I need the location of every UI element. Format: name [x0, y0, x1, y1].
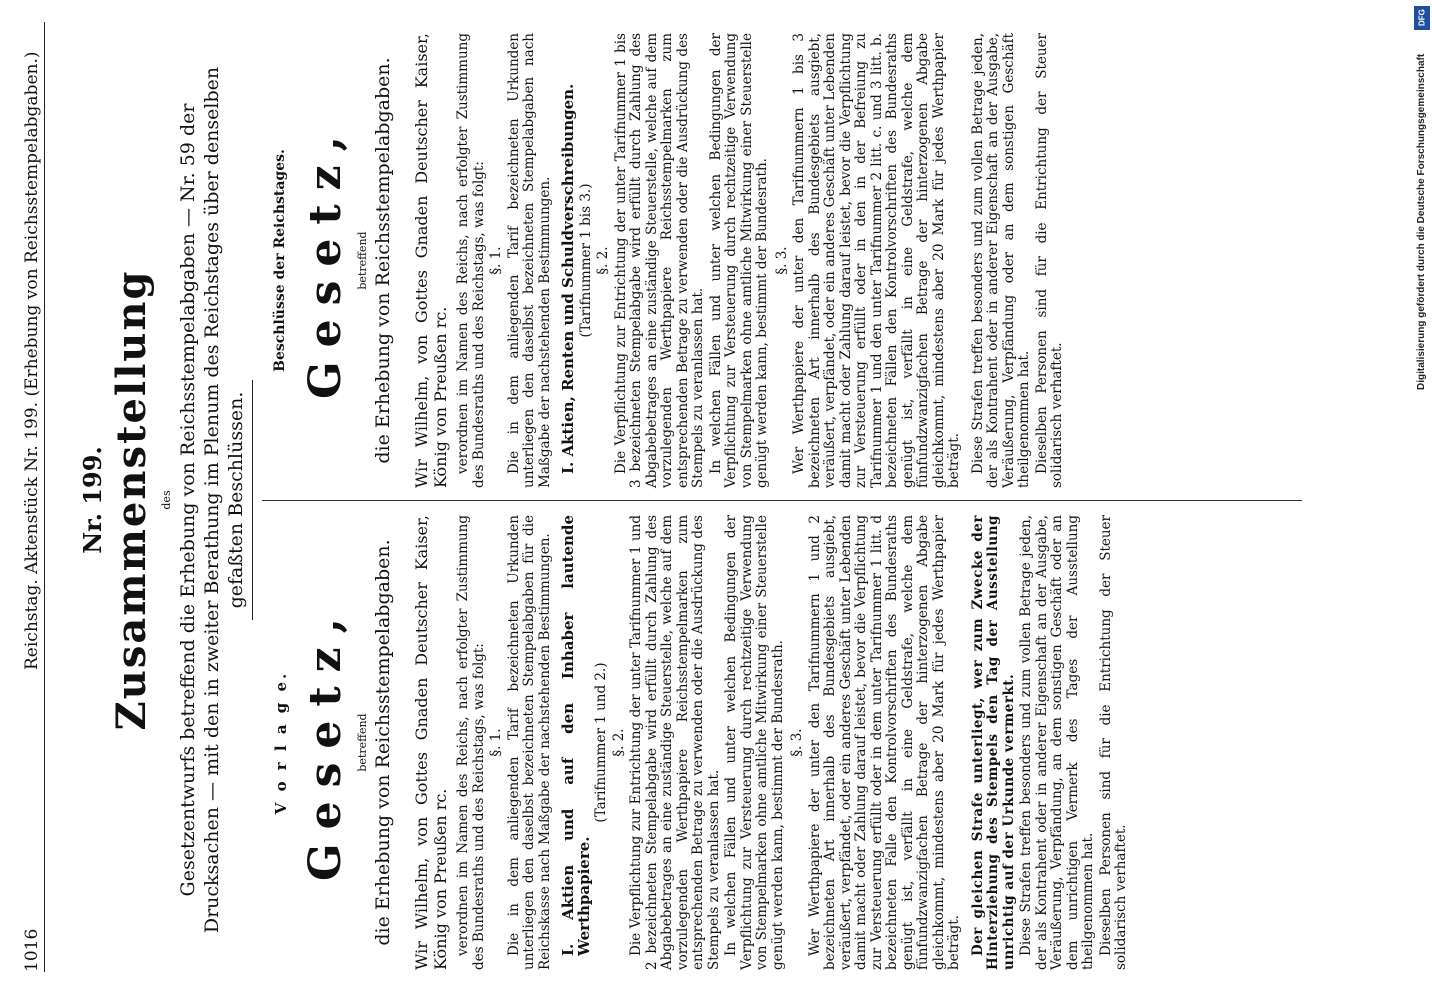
right-preamble-2: verordnen im Namen des Reichs, nach erfolgter Zustimmung des Bundesraths und des Reichstags, was folgt:: [455, 33, 487, 488]
left-tarif-1: (Tarifnummer 1 und 2.): [593, 662, 609, 823]
left-betreffend: betreffend: [356, 713, 369, 772]
digitization-credit: Digitalisierung gefördert durch die Deutsche Forschungsgemeinschaft: [1416, 53, 1427, 390]
left-preamble-2: verordnen im Namen des Reichs, nach erfolgter Zustimmung des Bundesraths und des Reichstags, was folgt:: [455, 515, 487, 970]
right-p3e: Dieselben Personen sind für die Entrichtung der Steuer solidarisch verhaftet.: [1033, 33, 1065, 488]
right-p3-head: §. 3.: [773, 246, 790, 275]
left-p3e: Dieselben Personen sind für die Entrichtung der Steuer solidarisch verhaftet.: [1097, 515, 1129, 970]
right-p2a: Die Verpflichtung zur Entrichtung der unter Tarifnummer 1 bis 3 bezeichneten Stempelabgabe wird erfüllt durch Zahlung des Abgabebetrages an eine zuständige Steuerstelle, welche auf dem vorzulegenden Werthpapiere Reichsstempelmarken zum entsprechenden Betrage zu verwenden oder die Ausdrückung des Stempels zu veranlassen hat.: [612, 33, 706, 488]
title-des: des: [160, 490, 173, 510]
left-p3: Wer Werthpapiere der unter den Tarifnummern 1 und 2 bezeichneten Art innerhalb des Bundesgebiets ausgiebt, veräußert, verpfändet, oder ein anderes Geschäft unter Lebenden damit macht oder Zahlung darauf leistet, bevor die Verpflichtung zur Versteuerung erfüllt oder in dem unter Tarifnummer 1 litt. d bezeichneten Falle den Kontrolvorschriften des Bundesraths genügt ist, verfällt in eine Geldstrafe, welche dem fünfundzwanzigfachen Betrage der hinterzogenen Abgabe gleichkommt, mindestens aber 20 Mark für jedes Werthpapier beträgt.: [806, 515, 962, 970]
left-p1-head: §. 1.: [488, 728, 504, 757]
right-heading: Beschlüsse der Reichstages.: [272, 149, 288, 372]
right-preamble-1: Wir Wilhelm, von Gottes Gnaden Deutscher Kaiser, König von Preußen rc.: [412, 33, 450, 488]
right-p3: Wer Werthpapiere der unter den Tarifnummern 1 bis 3 bezeichneten Art innerhalb des Bundesgebiets ausgiebt, veräußert, verpfändet, oder ein anderes Geschäft unter Lebenden damit macht oder Zahlung darauf leistet, bevor die Verpflichtung zur Versteuerung erfüllt oder in den in der Befreiung zu Tarifnummer 1 und den unter Tarifnummer 2 litt. c. und 3 litt. b. bezeichneten Fällen den Kontrolvorschriften des Bundesraths genügt ist, verfällt in eine Geldstrafe, welche dem fünfundzwanzigfachen Betrage der hinterzogenen Abgabe gleichkommt, mindestens aber 20 Mark für jedes Werthpapier beträgt.: [791, 33, 962, 488]
title-rule: [252, 380, 253, 620]
document-number: Nr. 199.: [78, 446, 107, 554]
right-p1: Die in dem anliegenden Tarif bezeichneten Urkunden unterliegen den daselbst bezeichneten Stempelabgaben nach Maßgabe der nachstehenden Bestimmungen.: [505, 33, 553, 488]
left-p3-head: §. 3.: [789, 728, 805, 757]
right-gesetz: Gesetz,: [300, 122, 351, 399]
right-p3d: Diese Strafen treffen besonders und zum vollen Betrage jeden, der als Kontrahent oder in anderer Eigenschaft an der Ausgabe, Veräußerung, Verpfändung oder an dem sonstigen Geschäft theilgenommen hat.: [969, 33, 1032, 488]
left-heading: V o r l a g e.: [272, 670, 290, 815]
right-law-title: die Erhebung von Reichsstempelabgaben.: [372, 57, 394, 464]
left-p1: Die in dem anliegenden Tarif bezeichneten Urkunden unterliegen den daselbst bezeichneten Stempelabgaben für die Reichskasse nach Maßgabe der nachstehenden Bestimmungen.: [505, 515, 553, 970]
left-preamble-1: Wir Wilhelm, von Gottes Gnaden Deutscher Kaiser, König von Preußen rc.: [412, 515, 450, 970]
right-body: [412, 33, 1068, 488]
header-rule: [44, 22, 45, 972]
dfg-logo: DFG: [1414, 6, 1430, 30]
running-title: Reichstag. Aktenstück Nr. 199. (Erhebung von Reichsstempelabgaben.): [22, 51, 42, 670]
right-tarif-1: (Tarifnummer 1 bis 3.): [577, 183, 594, 338]
left-p2a: Die Verpflichtung zur Entrichtung der unter Tarifnummer 1 und 2 bezeichneten Stempelabgabe wird erfüllt durch Zahlung des Abgabebetrages an eine zuständige Steuerstelle, welche auf dem vorzulegenden Werthpapiere Reichsstempelmarken zum entsprechenden Betrage zu verwenden oder die Ausdrückung des Stempels zu veranlassen hat.: [628, 515, 722, 970]
document-subtitle: Gesetzentwurfs betreffend die Erhebung von Reichsstempelabgaben — Nr. 59 der Drucksachen — mit den in zweiter Berathung im Plenum des Reichstages über denselben gefaßten Beschlüssen.: [177, 66, 247, 934]
left-p3d: Diese Strafen treffen besonders und zum vollen Betrage jeden, der als Kontrahent oder in anderer Eigenschaft an der Ausgabe, Veräußerung, Verpfändung, an dem sonstigen Geschäft oder an dem unrichtigen Vermerk des Tages der Ausstellung theilgenommen hat.: [1018, 515, 1096, 970]
left-section-i: I. Aktien und auf den Inhaber lautende Werthpapiere.: [559, 515, 593, 956]
page-number: 1016: [22, 928, 42, 972]
left-p2-head: §. 2.: [610, 728, 627, 757]
right-section-i: I. Aktien, Renten und Schuldverschreibungen.: [559, 83, 577, 474]
right-p2-head: §. 2.: [595, 246, 611, 275]
left-law-title: die Erhebung von Reichsstempelabgaben.: [372, 539, 394, 946]
left-body: [412, 515, 1132, 970]
left-gesetz: Gesetz,: [300, 604, 351, 881]
right-p2b: In welchen Fällen und unter welchen Bedingungen der Verpflichtung zur Versteuerung durch rechtzeitige Verwendung von Stempelmarken ohne amtliche Mitwirkung einer Steuerstelle genügt werden kann, bestimmt der Bundesrath.: [707, 33, 770, 488]
right-betreffend: betreffend: [356, 231, 369, 290]
document-title: Zusammenstellung: [108, 269, 155, 731]
left-p3c: Der gleichen Strafe unterliegt, wer zum Zwecke der Hinterziehung des Stempels den Tag der Ausstellung unrichtig auf der Urkunde vermerkt.: [969, 515, 1017, 970]
column-divider: [262, 500, 1302, 501]
right-p1-head: §. 1.: [488, 246, 504, 275]
left-p2b: In welchen Fällen und unter welchen Bedingungen der Verpflichtung zur Versteuerung durch rechtzeitige Verwendung von Stempelmarken ohne amtliche Mitwirkung einer Steuerstelle genügt werden kann, bestimmt der Bundesrath.: [723, 515, 786, 970]
